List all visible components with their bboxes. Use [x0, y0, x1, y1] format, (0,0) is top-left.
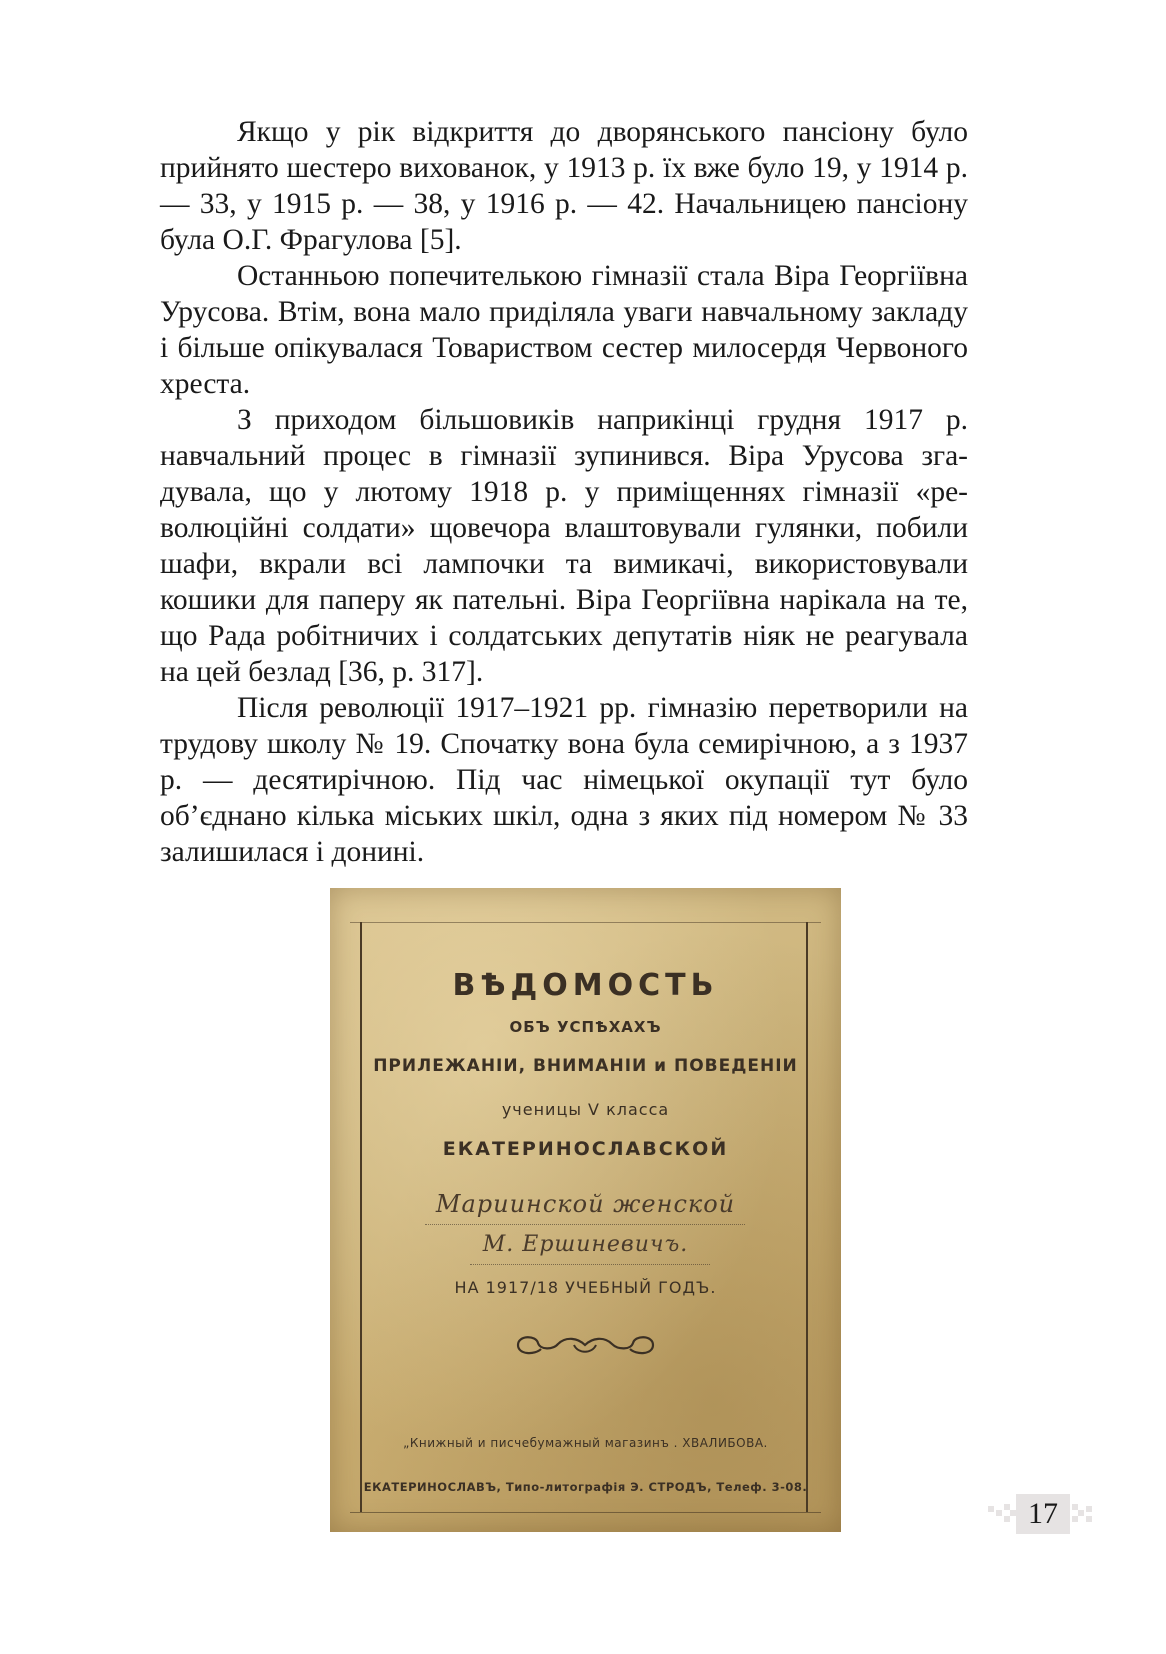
paragraph-4: Після революції 1917–1921 рр. гімназію перетворили на трудову школу № 19. Спочатку вона була семирічною, а з 1937 р. — десятирічною. Під час німецької окупації тут було об’єднано кілька міських шкіл, одна з яких під номером № 33 залишилася і донині. [160, 692, 968, 868]
card-subtitle-1: ОБЪ УСПѢХАХЪ [509, 1018, 662, 1036]
ornament-icon [508, 1330, 663, 1360]
card-shop-line: „Книжный и писчебумажный магазинъ . ХВАЛИБОВА. [403, 1436, 768, 1450]
handwriting-line-2 [470, 1264, 710, 1265]
report-card-photo [330, 888, 841, 1532]
paragraph-3: З приходом більшовиків наприкінці грудня 1917 р. навчальний процес в гімназії зупинився. Віра Урусова згадувала, що у лютому 1918 р. у приміщеннях гімназії «революційні солдати» щовечора влаштовували гулянки, побили шафи, вкрали всі лампочки та вимикачі, використовували кошики для паперу як пательні. Віра Георгіївна нарікала на те, що Рада робітничих і солдатських депутатів ніяк не реагувала на цей безлад [36, р. 317]. [160, 404, 968, 688]
card-subtitle-2: ПРИЛЕЖАНІИ, ВНИМАНІИ и ПОВЕДЕНІИ [373, 1056, 798, 1076]
handwriting-line-1 [425, 1224, 745, 1225]
card-city: ЕКАТЕРИНОСЛАВСКОЙ [442, 1138, 729, 1160]
page-number: 17 [1028, 1497, 1058, 1530]
card-handwriting-name: М. Ершиневичъ. [482, 1232, 689, 1257]
card-handwriting-school: Мариинской женской [435, 1190, 736, 1218]
paragraph-2: Останньою попечителькою гімназії стала Віра Георгіївна Урусова. Втім, вона мало приділяла уваги навчальному закладу і більше опікувалася Товариством сестер милосердя Червоного хреста. [160, 260, 968, 400]
card-printer-line: ЕКАТЕРИНОСЛАВЪ, Типо-литографія Э. СТРОДЪ, Телеф. 3-08. [363, 1480, 808, 1494]
photo-frame-top-line [350, 922, 821, 923]
card-year: НА 1917/18 УЧЕБНЫЙ ГОДЪ. [454, 1278, 717, 1297]
card-title: ВѢДОМОСТЬ [452, 968, 719, 1003]
card-subtitle-3: ученицы V класса [501, 1100, 670, 1119]
paragraph-1: Якщо у рік відкриття до дворянського пансіону було прийнято шестеро вихованок, у 1913 р. їх вже було 19, у 1914 р. — 33, у 1915 р. — 38, у 1916 р. — 42. Начальницею пансіону була О.Г. Фрагулова [5]. [160, 116, 968, 256]
page-number-tab [988, 1494, 1094, 1534]
main-text [160, 114, 968, 870]
photo-frame-bottom-line [350, 1512, 821, 1513]
